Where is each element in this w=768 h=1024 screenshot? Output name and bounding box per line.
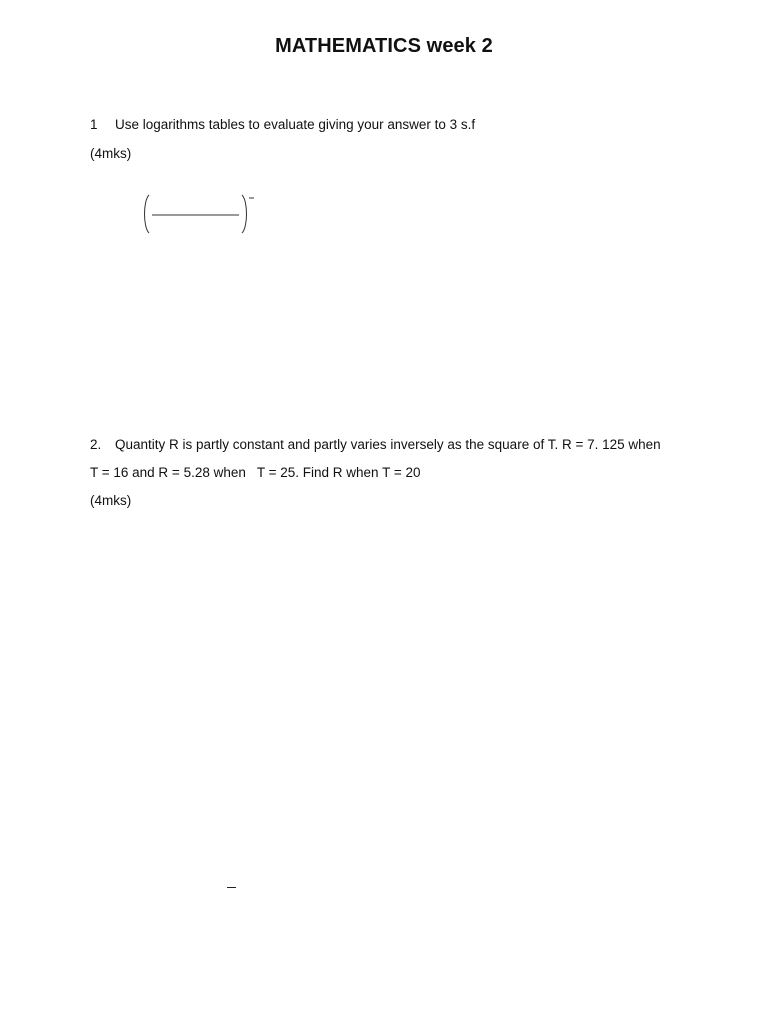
right-paren	[242, 195, 247, 233]
question-1-line	[90, 116, 475, 134]
left-paren	[145, 195, 150, 233]
page-title: MATHEMATICS week 2	[275, 35, 493, 57]
question-1-number: 1	[90, 117, 98, 132]
question-2-marks: (4mks)	[90, 493, 132, 508]
question-2-line-1	[90, 436, 661, 454]
question-2-text-line-2: T = 16 and R = 5.28 when T = 25. Find R when T = 20	[90, 465, 421, 480]
question-2-number: 2.	[90, 437, 102, 452]
question-1-marks: (4mks)	[90, 146, 132, 161]
fraction-expression	[141, 191, 256, 237]
stray-dash-mark	[227, 887, 236, 888]
question-2-text-line-1: Quantity R is partly constant and partly varies inversely as the square of T. R = 7. 125 when	[115, 437, 661, 452]
question-1-text: Use logarithms tables to evaluate giving your answer to 3 s.f	[115, 117, 476, 132]
fraction-expression-drawing	[141, 191, 256, 237]
